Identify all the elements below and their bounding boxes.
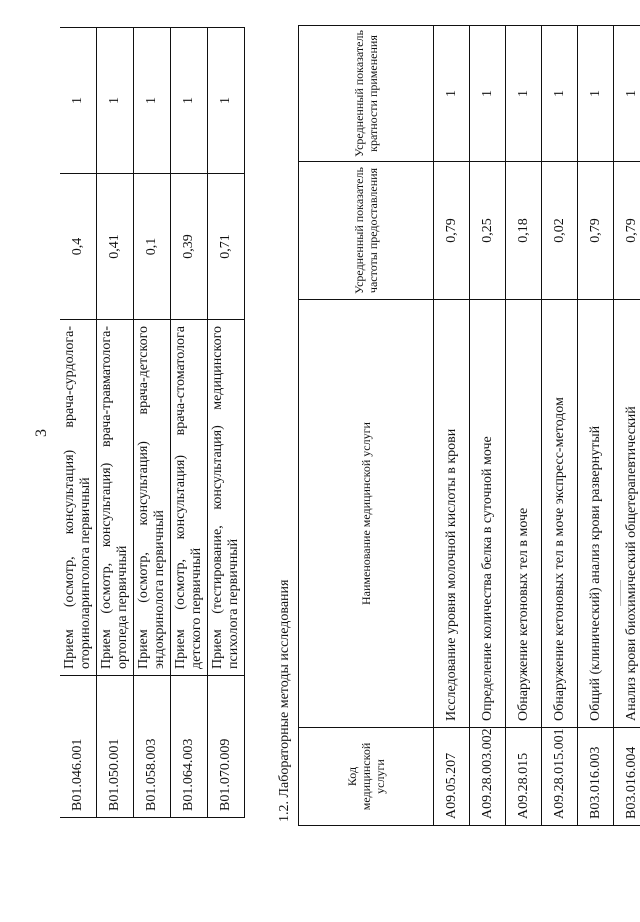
table-row <box>614 26 640 826</box>
multiplicity-value: 1 <box>578 26 614 162</box>
table-row <box>134 28 171 818</box>
multiplicity-value: 1 <box>614 26 640 162</box>
services-table-continuation <box>60 28 245 818</box>
multiplicity-value: 1 <box>470 26 506 162</box>
header-multiplicity: Усредненный показатель кратности применения <box>299 26 434 162</box>
header-name: Наименование медицинской услуги <box>299 300 434 728</box>
frequency-value: 0,71 <box>208 174 245 320</box>
table-row <box>434 26 470 826</box>
service-name: Исследование уровня молочной кислоты в крови <box>434 300 470 728</box>
service-name: Прием (осмотр, консультация) врача-сурдолога-оториноларинголога первичный <box>60 320 97 676</box>
service-code: B01.070.009 <box>208 676 245 818</box>
multiplicity-value: 1 <box>171 28 208 174</box>
frequency-value: 0,39 <box>171 174 208 320</box>
service-name: Обнаружение кетоновых тел в моче <box>506 300 542 728</box>
table-row <box>208 28 245 818</box>
frequency-value: 0,1 <box>134 174 171 320</box>
table-row <box>97 28 134 818</box>
service-name: Прием (осмотр, консультация) врача-детского эндокринолога первичный <box>134 320 171 676</box>
lab-methods-section <box>272 26 640 826</box>
service-code: A09.05.207 <box>434 728 470 826</box>
frequency-value: 0,79 <box>614 162 640 300</box>
frequency-value: 0,25 <box>470 162 506 300</box>
table-row <box>578 26 614 826</box>
lab-methods-table <box>298 25 640 826</box>
frequency-value: 0,18 <box>506 162 542 300</box>
table-row <box>60 28 97 818</box>
section-title: 1.2. Лабораторные методы исследования <box>277 579 292 822</box>
service-name: Прием (осмотр, консультация) врача-травматолога-ортопеда первичный <box>97 320 134 676</box>
frequency-value: 0,41 <box>97 174 134 320</box>
frequency-value: 0,79 <box>578 162 614 300</box>
service-name: Анализ крови биохимический общетерапевтический <box>614 300 640 728</box>
service-code: B03.016.004 <box>614 728 640 826</box>
service-code: A09.28.015 <box>506 728 542 826</box>
header-code: Код медицинской услуги <box>299 728 434 826</box>
frequency-value: 0,4 <box>60 174 97 320</box>
service-code: A09.28.003.002 <box>470 728 506 826</box>
service-code: B01.058.003 <box>134 676 171 818</box>
table-row <box>542 26 578 826</box>
table-row <box>171 28 208 818</box>
table-header-row <box>299 26 434 826</box>
service-name: Обнаружение кетоновых тел в моче экспресс-методом <box>542 300 578 728</box>
service-name: Определение количества белка в суточной моче <box>470 300 506 728</box>
header-frequency: Усредненный показатель частоты предоставления <box>299 162 434 300</box>
scan-edge-mark <box>620 580 621 606</box>
service-name: Прием (осмотр, консультация) врача-стоматолога детского первичный <box>171 320 208 676</box>
table-row <box>506 26 542 826</box>
service-name: Прием (тестирование, консультация) медицинского психолога первичный <box>208 320 245 676</box>
multiplicity-value: 1 <box>208 28 245 174</box>
multiplicity-value: 1 <box>97 28 134 174</box>
service-code: B01.064.003 <box>171 676 208 818</box>
service-code: B01.050.001 <box>97 676 134 818</box>
multiplicity-value: 1 <box>134 28 171 174</box>
frequency-value: 0,79 <box>434 162 470 300</box>
services-table <box>60 27 245 818</box>
service-code: A09.28.015.001 <box>542 728 578 826</box>
table-row <box>470 26 506 826</box>
service-name: Общий (клинический) анализ крови развернутый <box>578 300 614 728</box>
multiplicity-value: 1 <box>506 26 542 162</box>
service-code: B01.046.001 <box>60 676 97 818</box>
multiplicity-value: 1 <box>542 26 578 162</box>
multiplicity-value: 1 <box>434 26 470 162</box>
frequency-value: 0,02 <box>542 162 578 300</box>
page-number: 3 <box>33 429 50 437</box>
multiplicity-value: 1 <box>60 28 97 174</box>
service-code: B03.016.003 <box>578 728 614 826</box>
